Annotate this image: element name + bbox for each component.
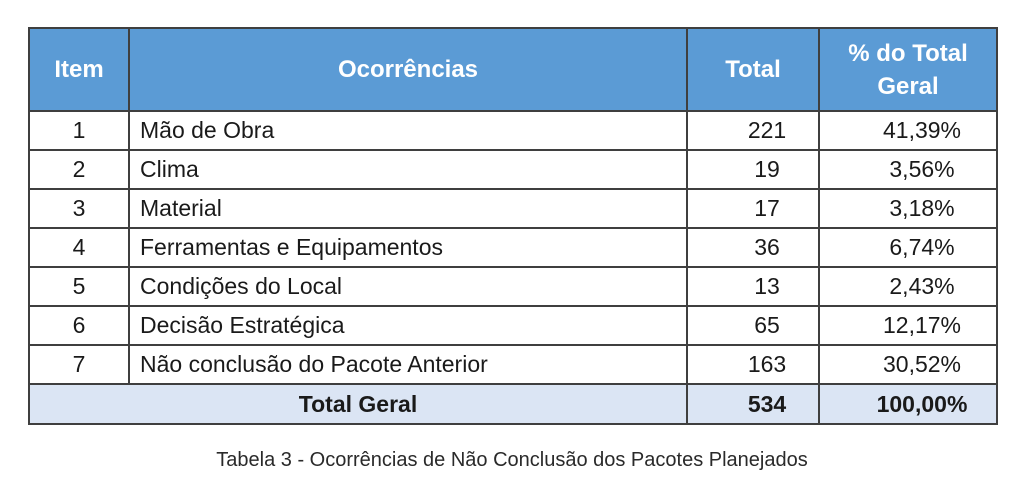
header-row	[29, 28, 997, 111]
table-footer	[29, 384, 997, 424]
cell-item: 4	[29, 228, 129, 267]
cell-pct: 6,74%	[819, 228, 997, 267]
table-row	[29, 345, 997, 384]
header-total: Total	[687, 28, 819, 111]
cell-ocorrencia: Não conclusão do Pacote Anterior	[129, 345, 687, 384]
cell-ocorrencia: Decisão Estratégica	[129, 306, 687, 345]
cell-pct: 41,39%	[819, 111, 997, 150]
header-item: Item	[29, 28, 129, 111]
total-value: 534	[687, 384, 819, 424]
cell-ocorrencia: Ferramentas e Equipamentos	[129, 228, 687, 267]
cell-total: 65	[687, 306, 819, 345]
header-pct-label: % do Total Geral	[848, 39, 968, 100]
table-row	[29, 150, 997, 189]
table-row	[29, 228, 997, 267]
cell-pct: 30,52%	[819, 345, 997, 384]
cell-total: 19	[687, 150, 819, 189]
cell-total: 163	[687, 345, 819, 384]
total-pct: 100,00%	[819, 384, 997, 424]
table-row	[29, 267, 997, 306]
cell-total: 13	[687, 267, 819, 306]
table-row	[29, 306, 997, 345]
header-pct	[819, 28, 997, 111]
total-row	[29, 384, 997, 424]
cell-pct: 12,17%	[819, 306, 997, 345]
table-row	[29, 189, 997, 228]
cell-pct: 2,43%	[819, 267, 997, 306]
occurrences-table-container	[28, 27, 996, 425]
cell-ocorrencia: Condições do Local	[129, 267, 687, 306]
cell-ocorrencia: Material	[129, 189, 687, 228]
header-ocorrencias: Ocorrências	[129, 28, 687, 111]
cell-ocorrencia: Clima	[129, 150, 687, 189]
table-body	[29, 111, 997, 384]
cell-item: 1	[29, 111, 129, 150]
cell-pct: 3,18%	[819, 189, 997, 228]
cell-item: 5	[29, 267, 129, 306]
table-row	[29, 111, 997, 150]
cell-item: 3	[29, 189, 129, 228]
cell-ocorrencia: Mão de Obra	[129, 111, 687, 150]
cell-pct: 3,56%	[819, 150, 997, 189]
cell-total: 36	[687, 228, 819, 267]
table-caption: Tabela 3 - Ocorrências de Não Conclusão dos Pacotes Planejados	[216, 449, 808, 471]
table-header	[29, 28, 997, 111]
cell-item: 2	[29, 150, 129, 189]
occurrences-table	[28, 27, 998, 425]
cell-total: 17	[687, 189, 819, 228]
cell-item: 7	[29, 345, 129, 384]
cell-total: 221	[687, 111, 819, 150]
total-label: Total Geral	[29, 384, 687, 424]
cell-item: 6	[29, 306, 129, 345]
